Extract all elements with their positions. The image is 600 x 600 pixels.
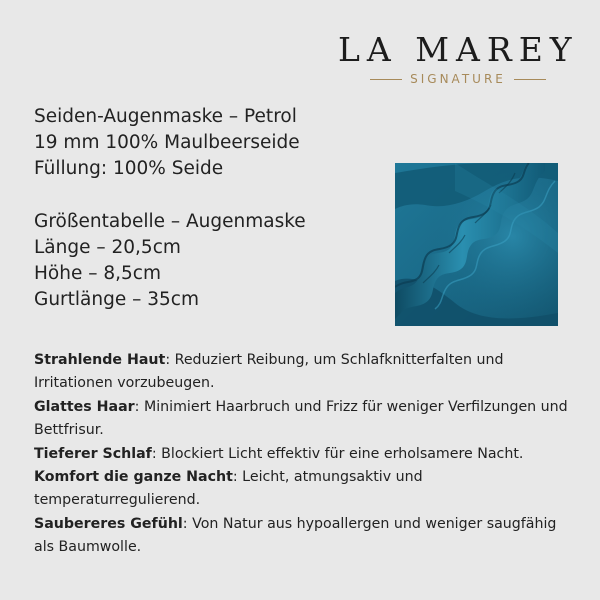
feature-list: [34, 349, 579, 560]
feature-text: : Blockiert Licht effektiv für eine erholsamere Nacht.: [151, 445, 524, 462]
feature-item: [34, 466, 579, 513]
product-specs: [34, 104, 306, 313]
silk-ruffle-image: [395, 163, 558, 326]
spec-spacer: [34, 182, 306, 209]
brand-name: LA MAREY: [338, 30, 579, 69]
feature-title: Komfort die ganze Nacht: [34, 469, 233, 486]
filling-line: Füllung: 100% Seide: [34, 158, 224, 179]
brand-subtitle-row: [338, 71, 578, 87]
feature-item: [34, 443, 579, 466]
feature-text: : Reduziert Reibung, um Schlafknitterfalten und Irritationen vorzubeugen.: [34, 352, 504, 392]
feature-text: : Minimiert Haarbruch und Frizz für weniger Verfilzungen und Bettfrisur.: [34, 398, 568, 439]
feature-title: Tieferer Schlaf: [34, 445, 152, 462]
material-line: 19 mm 100% Maulbeerseide: [34, 132, 300, 153]
size-length: Länge – 20,5cm: [34, 237, 181, 258]
brand-divider-left: [370, 79, 402, 80]
feature-item: [34, 396, 579, 443]
brand-divider-right: [514, 79, 546, 80]
feature-item: [34, 513, 579, 560]
feature-title: Strahlende Haut: [34, 352, 166, 368]
feature-title: Glattes Haar: [34, 398, 135, 415]
size-strap-length: Gurtlänge – 35cm: [34, 289, 199, 310]
size-chart-title: Größentabelle – Augenmaske: [34, 211, 306, 232]
silk-fabric-swatch: [395, 163, 558, 326]
feature-text: : Von Natur aus hypoallergen und weniger saugfähig als Baumwolle.: [34, 515, 557, 556]
brand-subtitle: SIGNATURE: [410, 72, 506, 86]
size-height: Höhe – 8,5cm: [34, 263, 161, 284]
brand-logo: [338, 30, 578, 87]
feature-text: : Leicht, atmungsaktiv und temperaturregulierend.: [34, 469, 423, 509]
feature-title: Saubereres Gefühl: [34, 515, 183, 532]
product-title: Seiden-Augenmaske – Petrol: [34, 106, 297, 127]
feature-item: [34, 349, 579, 396]
